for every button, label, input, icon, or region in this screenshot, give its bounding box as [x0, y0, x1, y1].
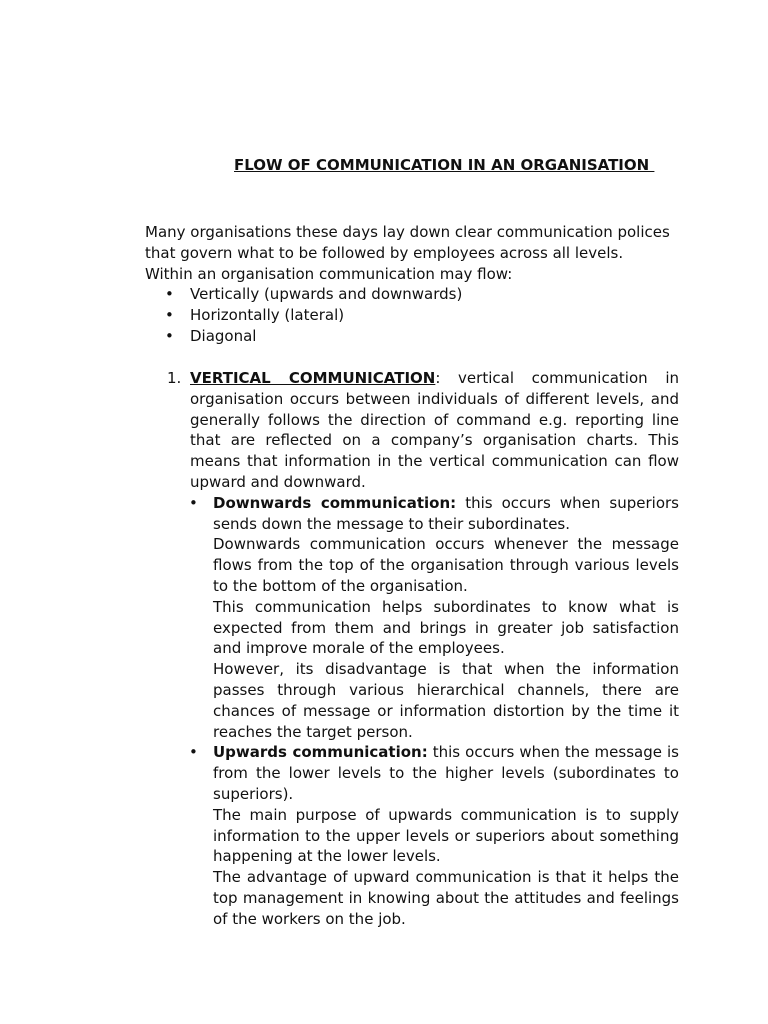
intro-lead-in: Within an organisation communication may flow: [145, 264, 513, 283]
list-item-text: Vertically (upwards and downwards) [190, 285, 463, 304]
upwards-lead-paragraph [213, 742, 679, 804]
downwards-lead-paragraph [213, 493, 679, 535]
document-title: FLOW OF COMMUNICATION IN AN ORGANISATION [234, 156, 655, 174]
flow-types-list [145, 284, 679, 346]
upwards-lead: this occurs when the message is from the lower levels to the higher levels (subordinates to superiors). [213, 743, 679, 803]
downwards-communication-item [189, 493, 679, 743]
upwards-paragraph: The main purpose of upwards communication is to supply information to the upper levels or superiors about something happening at the lower levels. [213, 805, 679, 866]
list-item-text: Horizontally (lateral) [190, 306, 345, 325]
vertical-subtypes-list [145, 493, 679, 930]
bullet-icon: • [189, 743, 198, 762]
bullet-icon: • [165, 326, 174, 345]
downwards-label: Downwards communication: [213, 493, 457, 512]
intro-block [145, 222, 679, 347]
vertical-communication-section [145, 368, 679, 930]
list-item [145, 305, 679, 326]
upwards-communication-item [189, 742, 679, 929]
bullet-icon: • [165, 285, 174, 304]
upwards-label: Upwards communication: [213, 743, 428, 762]
section-number: 1. [167, 369, 182, 387]
section-title: VERTICAL COMMUNICATION [190, 369, 436, 387]
section-text: : vertical communication in organisation occurs between individuals of different levels, and generally follows the direction of command e.g. reporting line that are reflected on a company’s organisation charts. This means that information in the vertical communication can flow upward and downward. [190, 369, 679, 491]
section-heading-paragraph [145, 368, 679, 493]
list-item [145, 326, 679, 347]
upwards-paragraph: The advantage of upward communication is that it helps the top management in knowing about the attitudes and feelings of the workers on the job. [213, 868, 679, 928]
intro-paragraph: Many organisations these days lay down clear communication polices that govern what to be followed by employees across all levels. [145, 223, 670, 262]
list-item [145, 284, 679, 305]
bullet-icon: • [165, 306, 174, 325]
downwards-paragraph: However, its disadvantage is that when the information passes through various hierarchical channels, there are chances of message or information distortion by the time it reaches the target person. [213, 660, 679, 741]
list-item-text: Diagonal [190, 326, 257, 345]
downwards-lead: this occurs when superiors sends down the message to their subordinates. [213, 493, 679, 533]
downwards-paragraph: This communication helps subordinates to know what is expected from them and brings in greater job satisfaction and improve morale of the employees. [213, 597, 679, 658]
downwards-paragraph: Downwards communication occurs whenever the message flows from the top of the organisation through various levels to the bottom of the organisation. [213, 535, 679, 595]
bullet-icon: • [189, 493, 198, 512]
